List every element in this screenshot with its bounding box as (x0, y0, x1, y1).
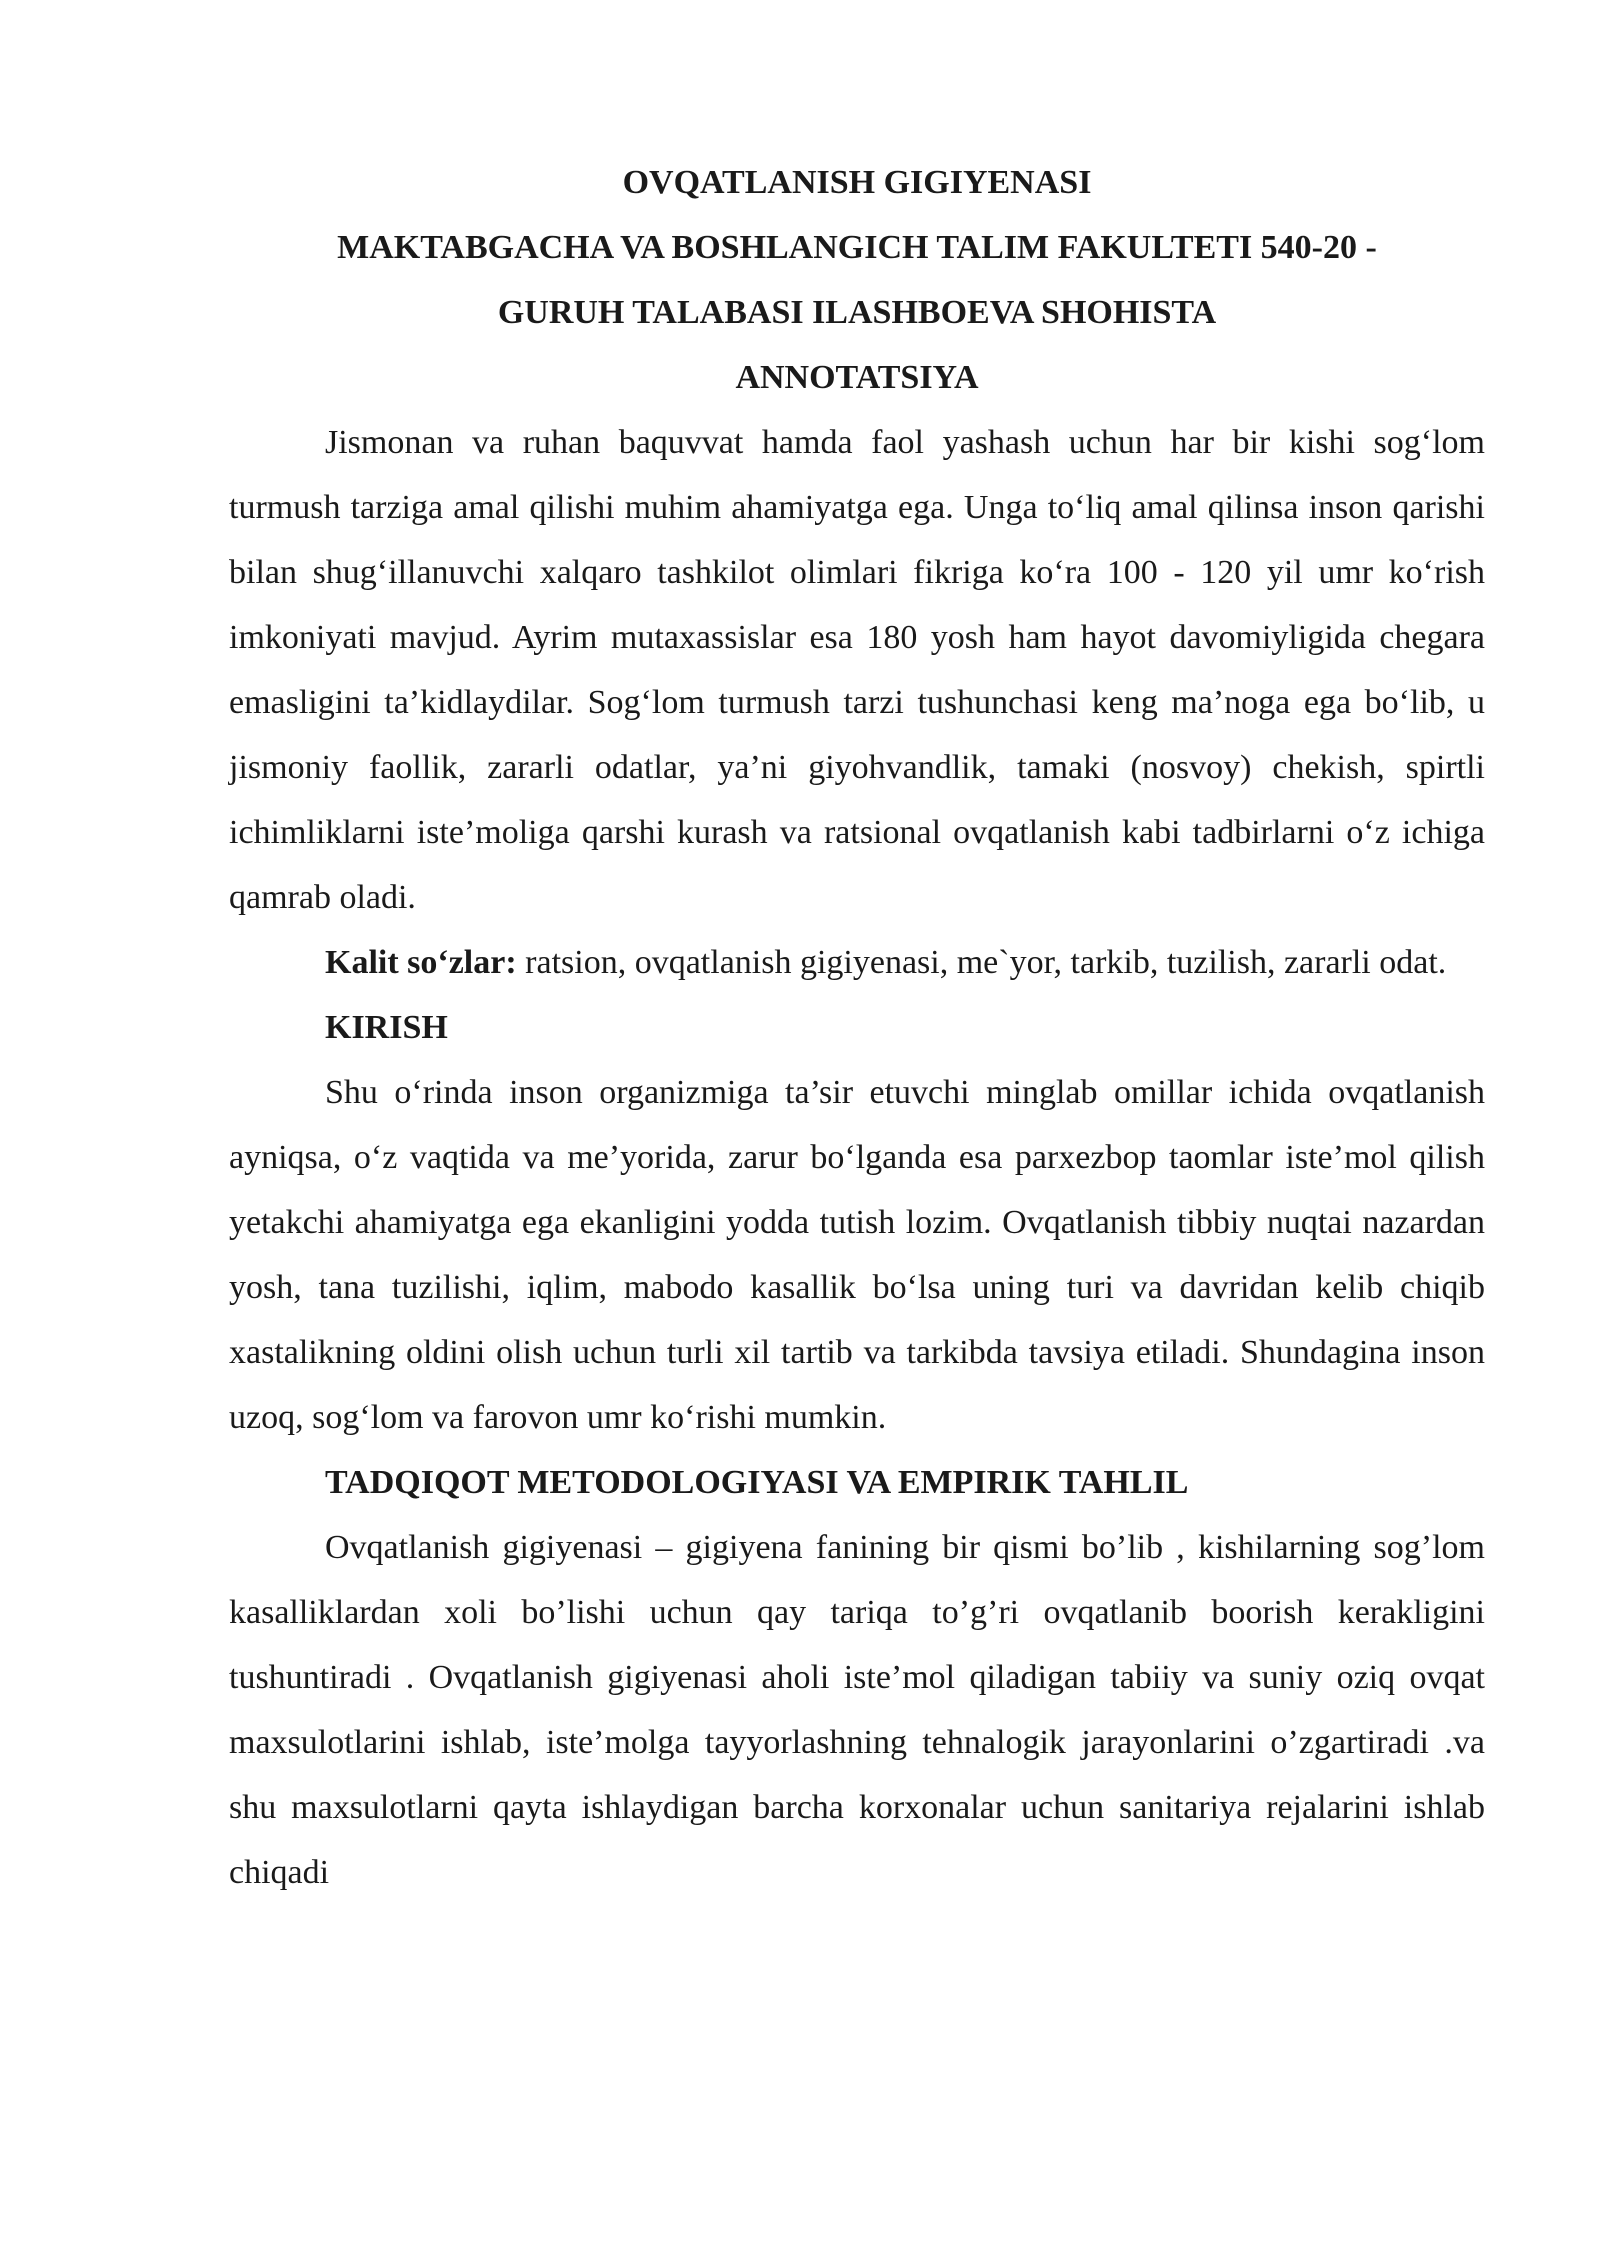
document-title: OVQATLANISH GIGIYENASI (622, 164, 1092, 201)
methodology-paragraph: Ovqatlanish gigiyenasi – gigiyena fanining bir qismi bo’lib , kishilarning sog’lom kasalliklardan xoli bo’lishi uchun qay tariqa to’g’ri ovqatlanib boorish kerakligini tushuntiradi . Ovqatlanish gigiyenasi aholi iste’mol qiladigan tabiiy va suniy oziq ovqat maxsulotlarini ishlab, iste’molga tayyorlashning tehnalogik jarayonlarini o’zgartiradi .va shu maxsulotlarni qayta ishlaydigan barcha korxonalar uchun sanitariya rejalarini ishlab chiqadi (229, 1529, 1485, 1891)
abstract-paragraph: Jismonan va ruhan baquvvat hamda faol yashash uchun har bir kishi sog‘lom turmush tarziga amal qilishi muhim ahamiyatga ega. Unga to‘liq amal qilinsa inson qarishi bilan shug‘illanuvchi xalqaro tashkilot olimlari fikriga ko‘ra 100 - 120 yil umr ko‘rish imkoniyati mavjud. Ayrim mutaxassislar esa 180 yosh ham hayot davomiyligida chegara emasligini ta’kidlaydilar. Sog‘lom turmush tarzi tushunchasi keng ma’noga ega bo‘lib, u jismoniy faollik, zararli odatlar, ya’ni giyohvandlik, tamaki (nosvoy) chekish, spirtli ichimliklarni iste’moliga qarshi kurash va ratsional ovqatlanish kabi tadbirlarni o‘z ichiga qamrab oladi. (229, 424, 1485, 916)
methodology-heading: TADQIQOT METODOLOGIYASI VA EMPIRIK TAHLIL (325, 1464, 1189, 1501)
keywords-paragraph (229, 930, 1485, 995)
intro-paragraph: Shu o‘rinda inson organizmiga ta’sir etuvchi minglab omillar ichida ovqatlanish ayniqsa, o‘z vaqtida va me’yorida, zarur bo‘lganda esa parxezbop taomlar iste’mol qilish yetakchi ahamiyatga ega ekanligini yodda tutish lozim. Ovqatlanish tibbiy nuqtai nazardan yosh, tana tuzilishi, iqlim, mabodo kasallik bo‘lsa uning turi va davridan kelib chiqib xastalikning oldini olish uchun turli xil tartib va tarkibda tavsiya etiladi. Shundagina inson uzoq, sog‘lom va farovon umr ko‘rishi mumkin. (229, 1074, 1485, 1436)
intro-heading: KIRISH (325, 1009, 448, 1046)
keywords-label: Kalit so‘zlar: (325, 944, 517, 981)
keywords-text: ratsion, ovqatlanish gigiyenasi, me`yor, tarkib, tuzilish, zararli odat. (516, 944, 1447, 981)
author-line-2: GURUH TALABASI ILASHBOEVA SHOHISTA (497, 294, 1217, 331)
abstract-heading: ANNOTATSIYA (735, 359, 979, 396)
document-page (229, 150, 1485, 1905)
author-line-1: MAKTABGACHA VA BOSHLANGICH TALIM FAKULTETI 540-20 - (337, 229, 1377, 266)
